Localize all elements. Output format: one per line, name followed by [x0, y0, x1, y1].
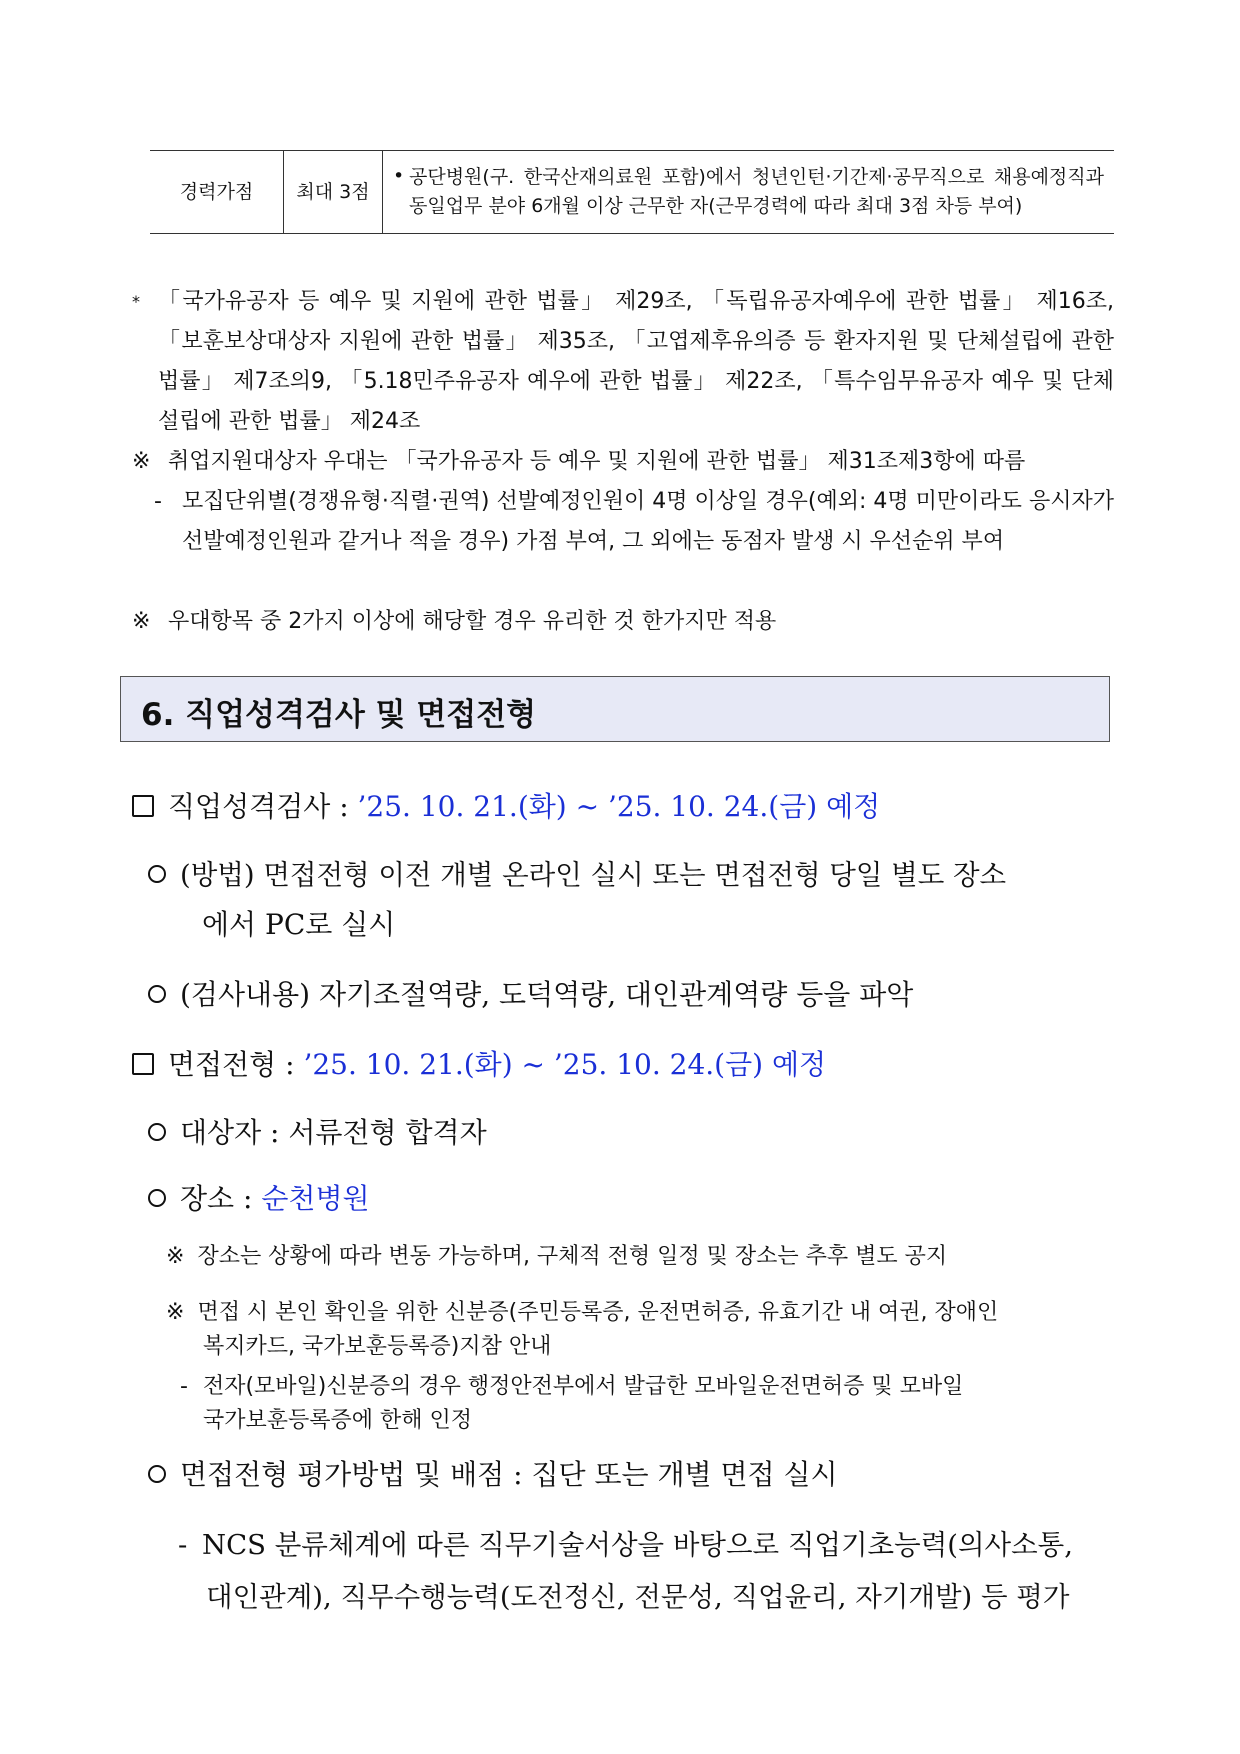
section-title: 6. 직업성격검사 및 면접전형	[141, 697, 537, 733]
note-star-text: 「국가유공자 등 예우 및 지원에 관한 법률」 제29조, 「독립유공자예우에 관한 법률」 제16조, 「보훈보상대상자 지원에 관한 법률」 제35조, 「고엽제후유의증 등 환자지원 및 단체설립에 관한 법률」 제7조의9, 「5.18민주유공자 예우에 관한 법률」 제22조, 「특수임무유공자 예우 및 단체설립에 관한 법률」 제24조	[158, 289, 1114, 434]
interview-note-2-line2: 복지카드, 국가보훈등록증)지참 안내	[203, 1334, 552, 1359]
interview-label: 면접전형 :	[168, 1048, 295, 1081]
test-label: 직업성격검사 :	[168, 790, 349, 823]
interview-target	[148, 1114, 487, 1152]
note-dash-text: 모집단위별(경쟁유형·직렬·권역) 선발예정인원이 4명 이상일 경우(예외: 4명 미만이라도 응시자가 선발예정인원과 같거나 적을 경우) 가점 부여, 그 외에는 동점자 발생 시 우선순위 부여	[182, 489, 1114, 554]
note-reference-2	[132, 602, 1114, 642]
circle-bullet-icon	[148, 1189, 166, 1207]
interview-eval-detail	[178, 1526, 1073, 1564]
interview-eval	[148, 1456, 838, 1494]
test-content	[148, 976, 913, 1014]
interview-place-label: 장소 :	[180, 1182, 253, 1215]
table-cell-content	[383, 151, 1115, 234]
note-dash	[154, 482, 1114, 562]
test-heading	[132, 788, 880, 826]
interview-place	[148, 1180, 370, 1218]
note-reference-mark: ※	[132, 449, 151, 474]
interview-date: ’25. 10. 21.(화) ~ ’25. 10. 24.(금) 예정	[303, 1048, 827, 1081]
bullet-mark: •	[393, 165, 405, 187]
interview-sub-line1: 전자(모바일)신분증의 경우 행정안전부에서 발급한 모바일운전면허증 및 모바일	[202, 1374, 964, 1399]
test-method	[148, 856, 1006, 894]
test-method-line1: (방법) 면접전형 이전 개별 온라인 실시 또는 면접전형 당일 별도 장소	[180, 859, 1007, 891]
interview-note-mark-2: ※	[166, 1300, 185, 1325]
interview-sub-note	[180, 1370, 963, 1404]
table-cell-content-text: 공단병원(구. 한국산재의료원 포함)에서 청년인턴·기간제·공무직으로 채용예정직과 동일업무 분야 6개월 이상 근무한 자(근무경력에 따라 최대 3점 차등 부여)	[409, 166, 1104, 217]
interview-sub-line2: 국가보훈등록증에 한해 인정	[203, 1408, 473, 1433]
interview-note-2	[166, 1296, 998, 1330]
section-header	[120, 676, 1110, 742]
note-reference-mark-2: ※	[132, 609, 151, 634]
interview-eval-line1: NCS 분류체계에 따른 직무기술서상을 바탕으로 직업기초능력(의사소통,	[202, 1529, 1073, 1561]
interview-sub-mark: -	[180, 1374, 188, 1399]
note-star	[132, 282, 1114, 442]
test-content-text: (검사내용) 자기조절역량, 도덕역량, 대인관계역량 등을 파악	[180, 978, 914, 1011]
interview-eval-line2: 대인관계), 직무수행능력(도전정신, 전문성, 직업윤리, 자기개발) 등 평가	[206, 1581, 1070, 1613]
interview-eval-text: 면접전형 평가방법 및 배점 : 집단 또는 개별 면접 실시	[180, 1458, 838, 1491]
table-row	[150, 151, 1114, 234]
note-reference-1	[132, 442, 1114, 482]
checkbox-square-icon	[132, 1053, 154, 1075]
note-reference-1-text: 취업지원대상자 우대는 「국가유공자 등 예우 및 지원에 관한 법률」 제31조제3항에 따름	[168, 449, 1026, 474]
circle-bullet-icon	[148, 1123, 166, 1141]
checkbox-square-icon	[132, 795, 154, 817]
interview-eval-mark: -	[178, 1529, 188, 1561]
test-method-line2: 에서 PC로 실시	[202, 908, 396, 941]
interview-target-text: 대상자 : 서류전형 합격자	[180, 1116, 487, 1149]
interview-note-2-line1: 면접 시 본인 확인을 위한 신분증(주민등록증, 운전면허증, 유효기간 내 여권, 장애인	[197, 1300, 999, 1325]
interview-note-1-text: 장소는 상황에 따라 변동 가능하며, 구체적 전형 일정 및 장소는 추후 별도 공지	[197, 1244, 948, 1269]
interview-place-value: 순천병원	[261, 1182, 370, 1215]
interview-note-mark: ※	[166, 1244, 185, 1269]
interview-note-1	[166, 1240, 947, 1274]
note-dash-mark: -	[154, 489, 162, 514]
career-points-table	[150, 150, 1114, 234]
circle-bullet-icon	[148, 1465, 166, 1483]
circle-bullet-icon	[148, 865, 166, 883]
table-cell-category: 경력가점	[150, 151, 284, 234]
interview-heading	[132, 1046, 826, 1084]
note-star-mark: *	[132, 292, 140, 311]
circle-bullet-icon	[148, 985, 166, 1003]
note-reference-2-text: 우대항목 중 2가지 이상에 해당할 경우 유리한 것 한가지만 적용	[168, 609, 777, 634]
test-date: ’25. 10. 21.(화) ~ ’25. 10. 24.(금) 예정	[357, 790, 881, 823]
table-cell-score: 최대 3점	[284, 151, 383, 234]
